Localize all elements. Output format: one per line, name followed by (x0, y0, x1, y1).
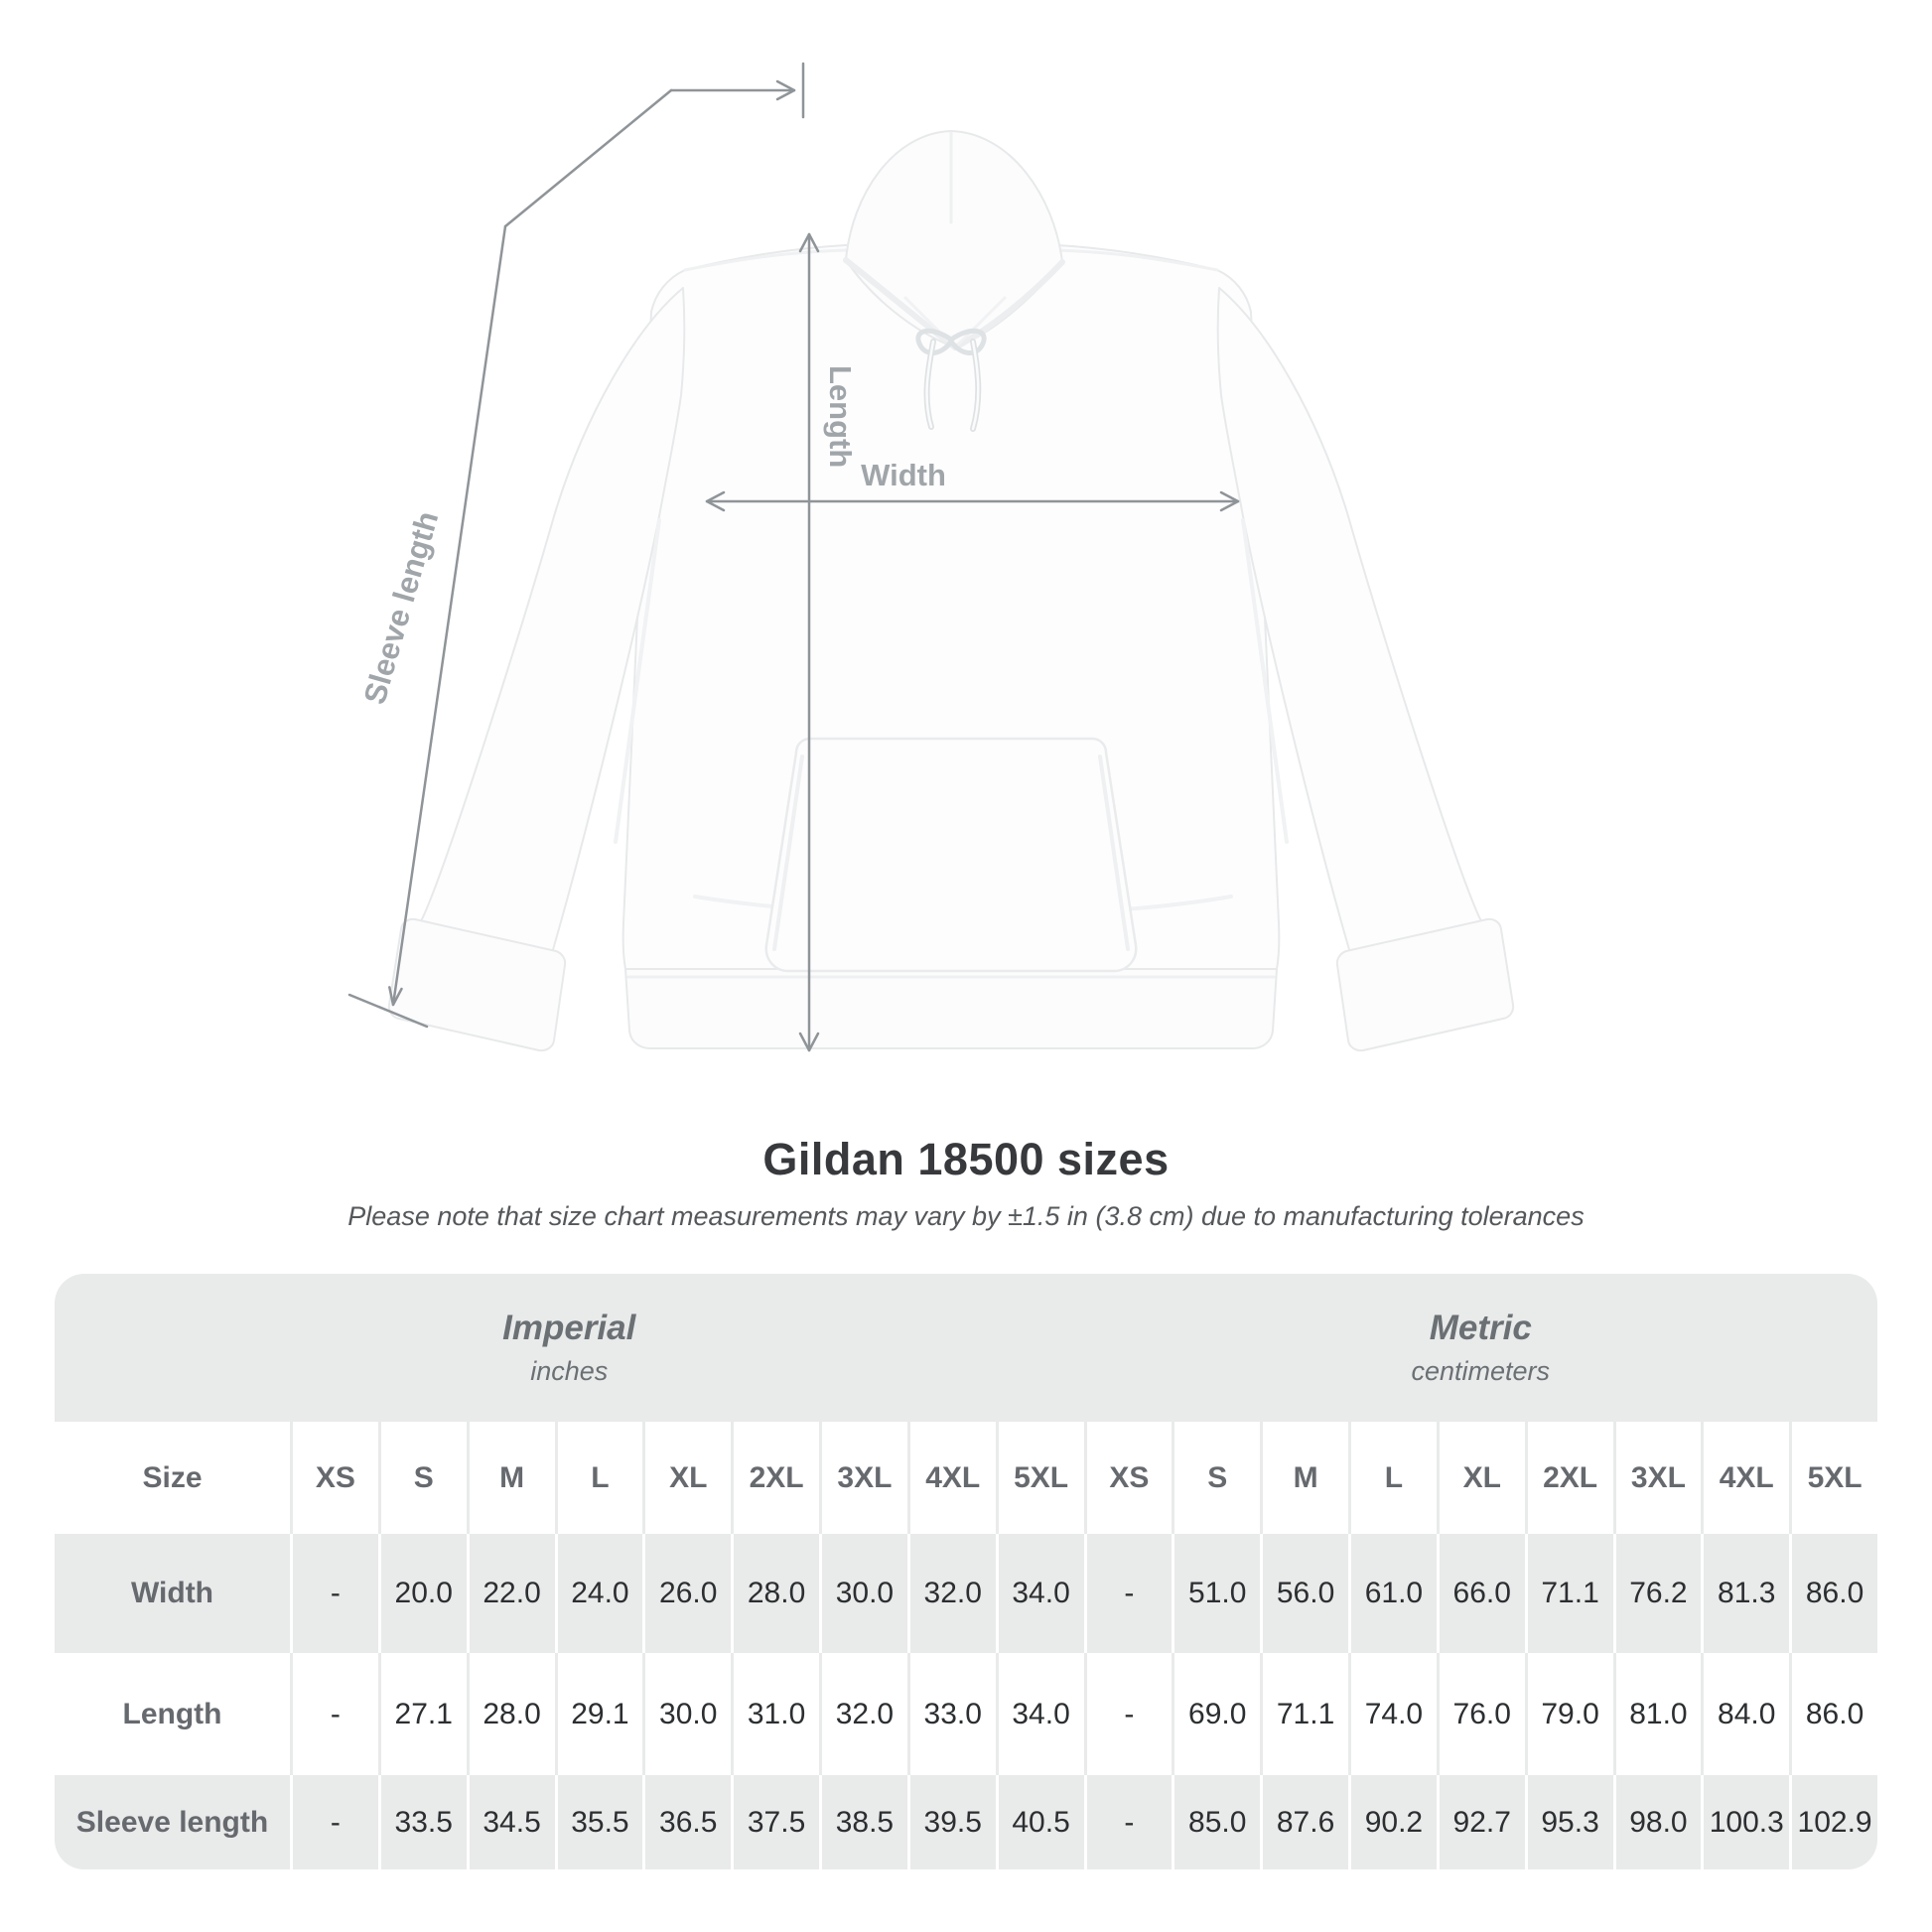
table-cell: 29.1 (555, 1653, 643, 1775)
imperial-label: Imperial (502, 1309, 636, 1347)
table-cell: 92.7 (1437, 1775, 1525, 1869)
table-cell: 100.3 (1701, 1775, 1789, 1869)
table-cell: 85.0 (1172, 1775, 1260, 1869)
table-cell: 30.0 (642, 1653, 731, 1775)
table-cell: 102.9 (1789, 1775, 1877, 1869)
table-cell: 34.5 (467, 1775, 555, 1869)
table-cell: 24.0 (555, 1534, 643, 1653)
metric-header (1084, 1274, 1878, 1422)
imperial-unit-label: inches (530, 1356, 609, 1386)
table-row (55, 1653, 1877, 1775)
table-cell: 30.0 (819, 1534, 907, 1653)
table-cell: 76.2 (1613, 1534, 1702, 1653)
unit-header-band (55, 1274, 1877, 1422)
table-cell: 90.2 (1348, 1775, 1437, 1869)
table-cell: 31.0 (731, 1653, 819, 1775)
size-header-cell: M (1260, 1422, 1348, 1534)
length-label: Length (823, 365, 858, 469)
size-header-cell: 2XL (1525, 1422, 1613, 1534)
size-header-cell: 4XL (907, 1422, 996, 1534)
size-header-cell: L (1348, 1422, 1437, 1534)
table-cell: 33.5 (378, 1775, 467, 1869)
hoodie-illustration (389, 131, 1513, 1050)
table-cell: 37.5 (731, 1775, 819, 1869)
metric-unit-label: centimeters (1411, 1356, 1551, 1386)
size-table (55, 1274, 1877, 1869)
table-cell: 39.5 (907, 1775, 996, 1869)
size-header-cell: 3XL (1613, 1422, 1702, 1534)
size-header-row (55, 1422, 1877, 1534)
page-title: Gildan 18500 sizes (762, 1134, 1170, 1184)
table-cell: 71.1 (1260, 1653, 1348, 1775)
size-header-cell: 5XL (996, 1422, 1084, 1534)
sleeve-length-label: Sleeve length (356, 507, 446, 708)
size-header-cell: XS (1084, 1422, 1173, 1534)
table-cell: - (290, 1534, 378, 1653)
table-cell: 84.0 (1701, 1653, 1789, 1775)
table-cell: - (290, 1653, 378, 1775)
imperial-header (55, 1274, 1084, 1422)
table-cell: 69.0 (1172, 1653, 1260, 1775)
table-cell: 86.0 (1789, 1534, 1877, 1653)
table-cell: 98.0 (1613, 1775, 1702, 1869)
table-cell: 22.0 (467, 1534, 555, 1653)
table-cell: 95.3 (1525, 1775, 1613, 1869)
size-header-cell: S (1172, 1422, 1260, 1534)
table-body (55, 1534, 1877, 1869)
size-header-cell: 5XL (1789, 1422, 1877, 1534)
table-cell: 20.0 (378, 1534, 467, 1653)
table-cell: - (1084, 1775, 1173, 1869)
size-header-cell: L (555, 1422, 643, 1534)
row-label: Length (122, 1697, 222, 1730)
table-cell: 32.0 (819, 1653, 907, 1775)
size-header-cell: M (467, 1422, 555, 1534)
width-label: Width (861, 458, 946, 492)
size-header-cell: XL (1437, 1422, 1525, 1534)
table-cell: 56.0 (1260, 1534, 1348, 1653)
size-header-cell: S (378, 1422, 467, 1534)
table-cell: 87.6 (1260, 1775, 1348, 1869)
size-header-cell: 2XL (731, 1422, 819, 1534)
table-cell: 33.0 (907, 1653, 996, 1775)
table-cell: 74.0 (1348, 1653, 1437, 1775)
row-label: Sleeve length (75, 1805, 269, 1839)
table-cell: 81.0 (1613, 1653, 1702, 1775)
size-header-cell: 4XL (1701, 1422, 1789, 1534)
table-cell: 36.5 (642, 1775, 731, 1869)
size-header-cell: XS (290, 1422, 378, 1534)
table-cell: 26.0 (642, 1534, 731, 1653)
table-cell: 76.0 (1437, 1653, 1525, 1775)
table-cell: 34.0 (996, 1653, 1084, 1775)
table-cell: - (290, 1775, 378, 1869)
table-row (55, 1775, 1877, 1869)
table-cell: 38.5 (819, 1775, 907, 1869)
table-cell: 32.0 (907, 1534, 996, 1653)
table-cell: 27.1 (378, 1653, 467, 1775)
table-cell: 34.0 (996, 1534, 1084, 1653)
table-cell: 40.5 (996, 1775, 1084, 1869)
metric-label: Metric (1429, 1309, 1532, 1347)
table-cell: 35.5 (555, 1775, 643, 1869)
table-cell: 79.0 (1525, 1653, 1613, 1775)
table-row (55, 1534, 1877, 1653)
size-header-cell: XL (642, 1422, 731, 1534)
table-cell: 86.0 (1789, 1653, 1877, 1775)
table-cell: 28.0 (731, 1534, 819, 1653)
size-header-cell: 3XL (819, 1422, 907, 1534)
tolerance-note: Please note that size chart measurements may vary by ±1.5 in (3.8 cm) due to manufacturing tolerances (347, 1201, 1585, 1231)
table-cell: 51.0 (1172, 1534, 1260, 1653)
row-label: Width (130, 1577, 214, 1609)
table-cell: - (1084, 1534, 1173, 1653)
size-column-header: Size (142, 1460, 203, 1494)
table-cell: 71.1 (1525, 1534, 1613, 1653)
table-cell: 61.0 (1348, 1534, 1437, 1653)
table-cell: - (1084, 1653, 1173, 1775)
table-cell: 81.3 (1701, 1534, 1789, 1653)
table-cell: 66.0 (1437, 1534, 1525, 1653)
table-cell: 28.0 (467, 1653, 555, 1775)
